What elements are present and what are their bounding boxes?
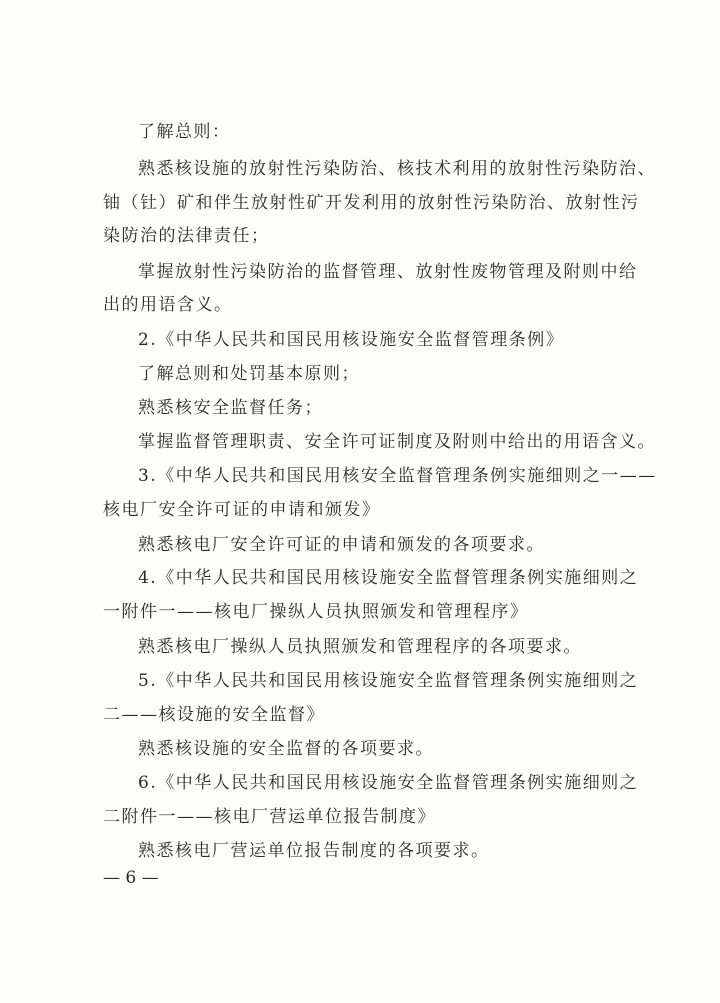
text-line: 熟悉核安全监督任务； — [138, 398, 323, 418]
text-line: 出的用语含义。 — [103, 295, 233, 315]
text-line: 一附件一——核电厂操纵人员执照颁发和管理程序》 — [103, 602, 529, 622]
page-number: — 6 — — [103, 868, 159, 888]
text-line: 铀（钍）矿和伴生放射性矿开发利用的放射性污染防治、放射性污 — [103, 193, 640, 213]
text-line: 了解总则： — [138, 122, 231, 142]
text-line: 6.《中华人民共和国民用核设施安全监督管理条例实施细则之 — [138, 773, 639, 793]
text-line: 熟悉核设施的安全监督的各项要求。 — [138, 739, 434, 759]
text-line: 熟悉核电厂安全许可证的申请和颁发的各项要求。 — [138, 535, 545, 555]
text-line: 熟悉核电厂营运单位报告制度的各项要求。 — [138, 841, 490, 861]
text-line: 掌握监督管理职责、安全许可证制度及附则中给出的用语含义。 — [138, 432, 656, 452]
text-line: 核电厂安全许可证的申请和颁发》 — [103, 500, 381, 520]
text-line: 染防治的法律责任； — [103, 226, 270, 246]
text-line: 掌握放射性污染防治的监督管理、放射性废物管理及附则中给 — [138, 262, 638, 282]
text-line: 二附件一——核电厂营运单位报告制度》 — [103, 807, 436, 827]
text-line: 5.《中华人民共和国民用核设施安全监督管理条例实施细则之 — [138, 671, 639, 691]
text-line: 了解总则和处罚基本原则； — [138, 364, 360, 384]
text-line: 4.《中华人民共和国民用核设施安全监督管理条例实施细则之 — [138, 568, 639, 588]
text-line: 熟悉核电厂操纵人员执照颁发和管理程序的各项要求。 — [138, 637, 582, 657]
text-line: 熟悉核设施的放射性污染防治、核技术利用的放射性污染防治、 — [138, 159, 656, 179]
text-line: 2.《中华人民共和国民用核设施安全监督管理条例》 — [138, 330, 565, 350]
text-line: 3.《中华人民共和国民用核安全监督管理条例实施细则之一—— — [138, 466, 657, 486]
text-line: 二——核设施的安全监督》 — [103, 705, 325, 725]
